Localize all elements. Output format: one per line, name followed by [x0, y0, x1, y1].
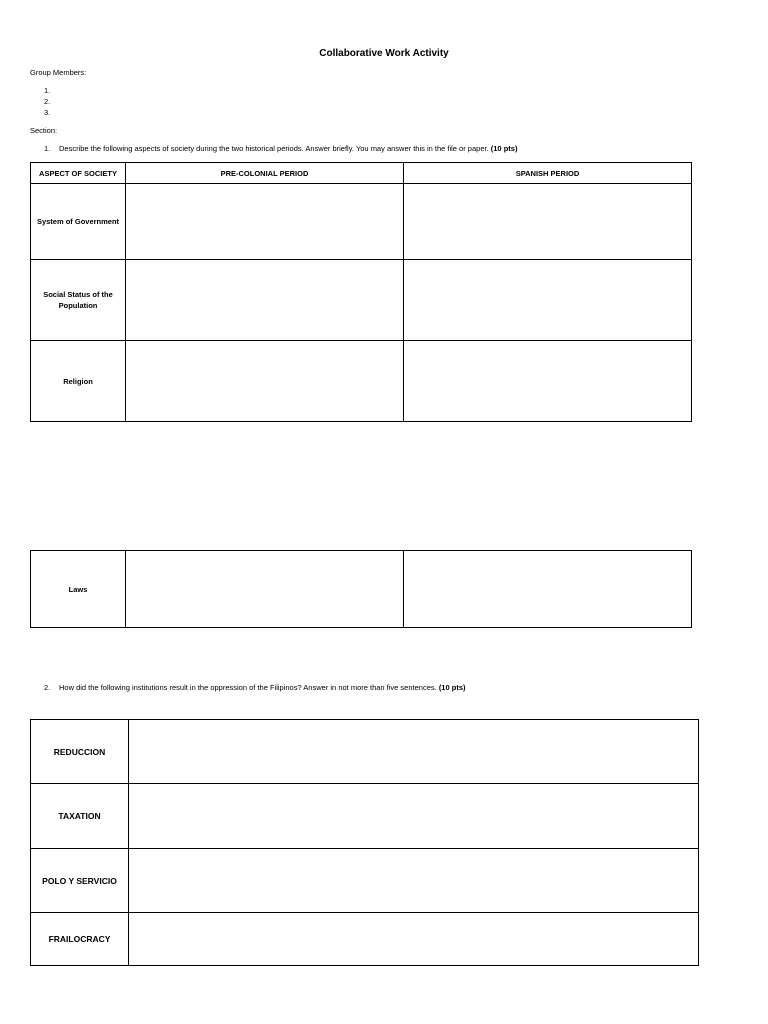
header-aspect: ASPECT OF SOCIETY	[31, 163, 126, 184]
laws-table	[30, 550, 692, 628]
aspects-table	[30, 162, 692, 422]
question-1-points: (10 pts)	[490, 144, 518, 153]
answer-cell-religion-spanish[interactable]	[404, 341, 692, 422]
answer-cell-religion-pre-colonial[interactable]	[126, 341, 404, 422]
row-label-reduccion: REDUCCION	[31, 720, 129, 784]
row-label-social-status: Social Status of the Population	[31, 260, 126, 341]
answer-cell-taxation[interactable]	[129, 784, 699, 849]
group-members-label: Group Members:	[30, 68, 87, 77]
header-pre-colonial: PRE-COLONIAL PERIOD	[126, 163, 404, 184]
aspects-header-row	[31, 163, 692, 184]
row-label-polo-y-servicio: POLO Y SERVICIO	[31, 849, 129, 913]
member-1: 1.	[44, 86, 51, 95]
answer-cell-reduccion[interactable]	[129, 720, 699, 784]
row-label-government: System of Government	[31, 184, 126, 260]
question-1-text	[59, 144, 739, 154]
question-2-text	[59, 683, 739, 693]
member-3: 3.	[44, 108, 51, 117]
member-2: 2.	[44, 97, 51, 106]
answer-cell-government-pre-colonial[interactable]	[126, 184, 404, 260]
institutions-table	[30, 719, 699, 966]
question-1-body: Describe the following aspects of society during the two historical periods. Answer briefly. You may answer this in the file or paper.	[59, 144, 489, 153]
row-label-laws: Laws	[31, 551, 126, 628]
answer-cell-polo-y-servicio[interactable]	[129, 849, 699, 913]
row-label-taxation: TAXATION	[31, 784, 129, 849]
row-label-religion: Religion	[31, 341, 126, 422]
answer-cell-government-spanish[interactable]	[404, 184, 692, 260]
answer-cell-laws-spanish[interactable]	[404, 551, 692, 628]
table-row	[31, 184, 692, 260]
header-spanish: SPANISH PERIOD	[404, 163, 692, 184]
table-row	[31, 849, 699, 913]
table-row	[31, 260, 692, 341]
table-row	[31, 551, 692, 628]
answer-cell-social-pre-colonial[interactable]	[126, 260, 404, 341]
table-row	[31, 784, 699, 849]
section-label: Section:	[30, 126, 58, 135]
question-2-body: How did the following institutions result in the oppression of the Filipinos? Answer in not more than five sentences.	[59, 683, 437, 692]
question-1-number: 1.	[44, 144, 51, 153]
table-row	[31, 341, 692, 422]
answer-cell-social-spanish[interactable]	[404, 260, 692, 341]
document-title: Collaborative Work Activity	[319, 48, 449, 59]
table-row	[31, 913, 699, 966]
table-row	[31, 720, 699, 784]
row-label-frailocracy: FRAILOCRACY	[31, 913, 129, 966]
answer-cell-frailocracy[interactable]	[129, 913, 699, 966]
question-2-number: 2.	[44, 683, 51, 692]
answer-cell-laws-pre-colonial[interactable]	[126, 551, 404, 628]
question-2-points: (10 pts)	[438, 683, 466, 692]
